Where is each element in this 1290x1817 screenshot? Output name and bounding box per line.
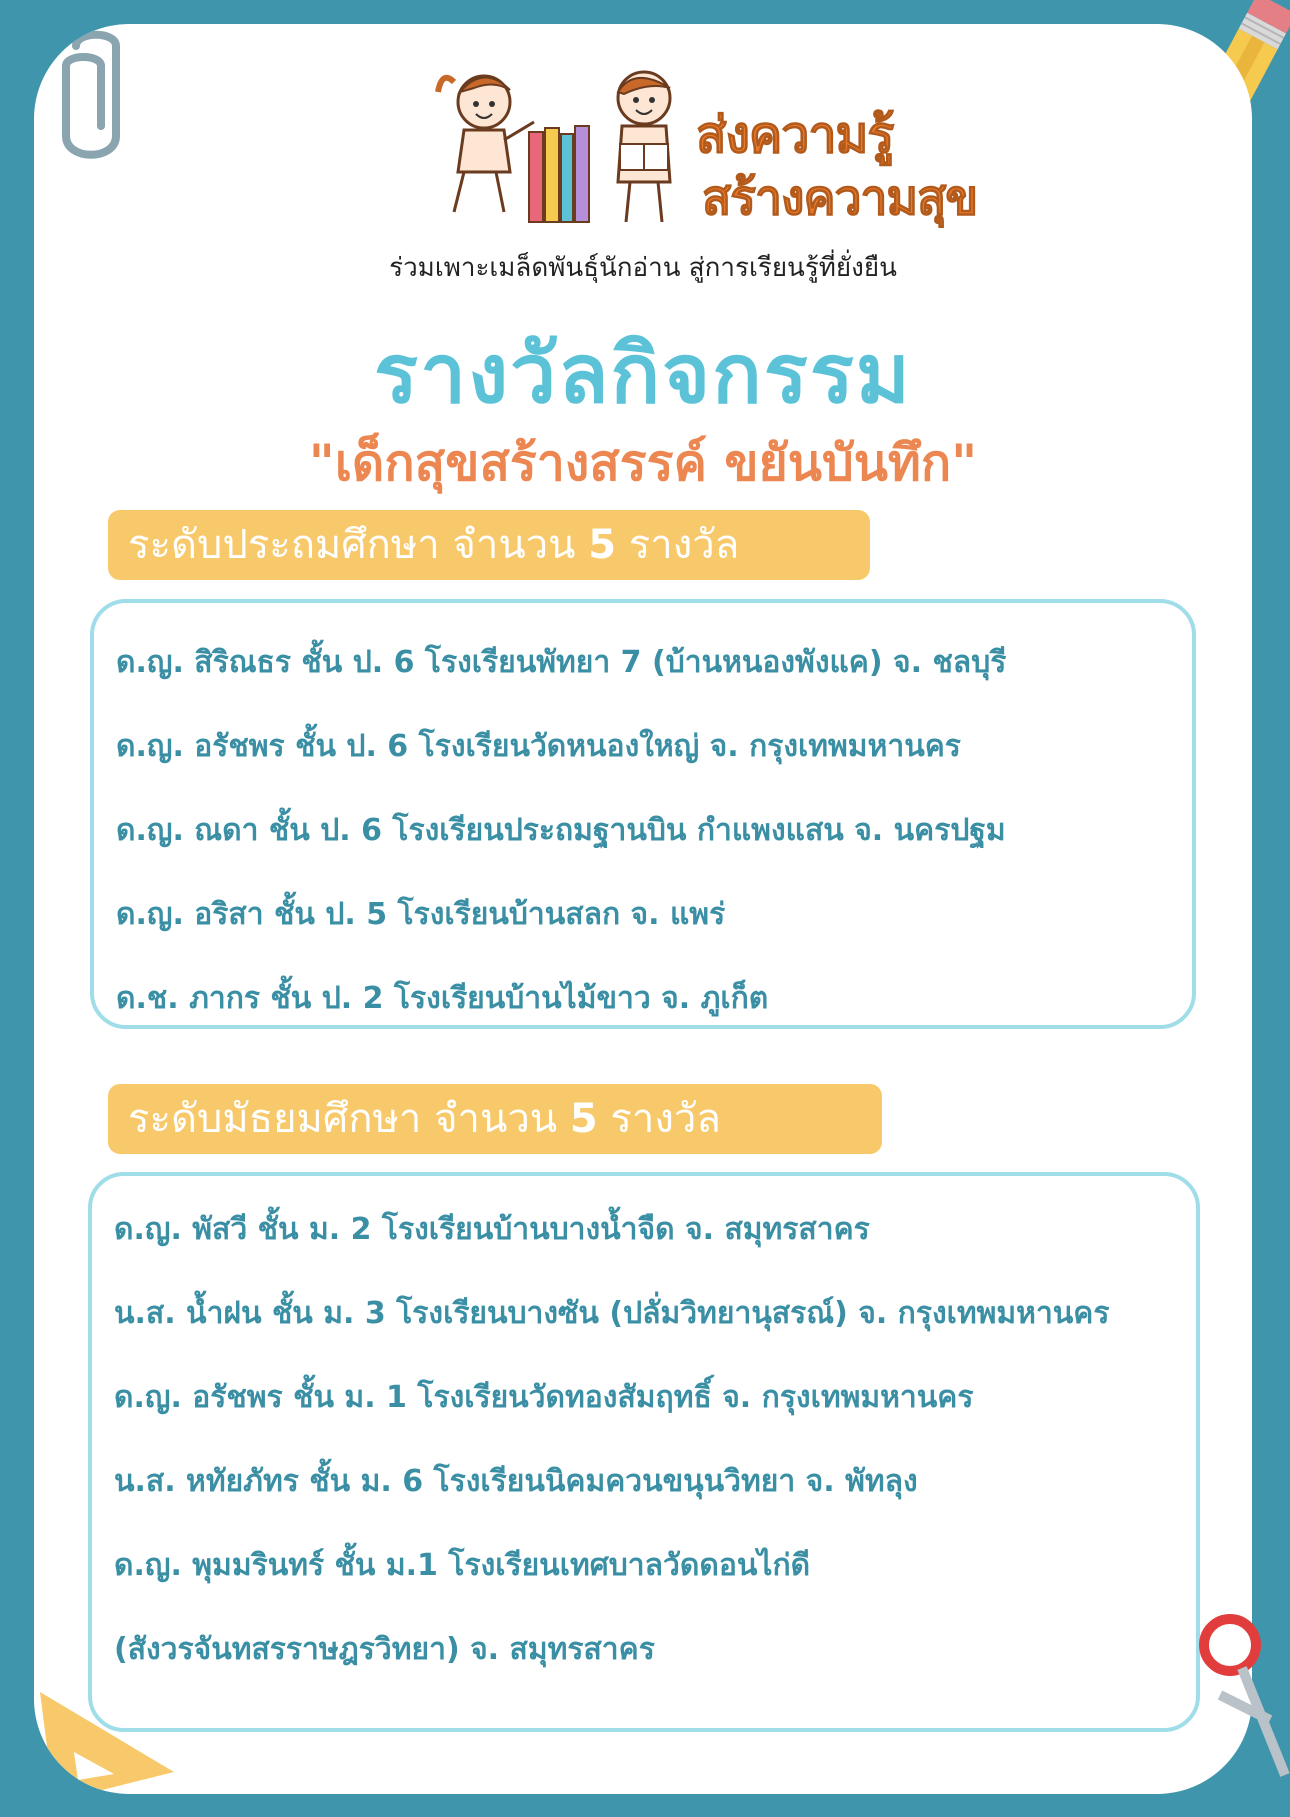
logo-title-line2: สร้างความสุข	[702, 170, 978, 226]
primary-label-count: 5	[588, 522, 617, 568]
secondary-label-count: 5	[569, 1096, 598, 1142]
list-item: น.ส. หทัยภัทร ชั้น ม. 6 โรงเรียนนิคมควนขนุนวิทยา จ. พัทลุง	[114, 1464, 918, 1499]
logo-illustration	[424, 62, 724, 242]
list-item: น.ส. น้ำฝน ชั้น ม. 3 โรงเรียนบางซัน (ปลั่มวิทยานุสรณ์) จ. กรุงเทพมหานคร	[114, 1296, 1110, 1331]
list-item: ด.ญ. พุมมรินทร์ ชั้น ม.1 โรงเรียนเทศบาลวัดดอนไก่ดี	[114, 1548, 811, 1583]
secondary-winners-box	[88, 1172, 1200, 1732]
list-item: ด.ญ. อรัชพร ชั้น ป. 6 โรงเรียนวัดหนองใหญ่ จ. กรุงเทพมหานคร	[116, 729, 961, 764]
list-item: (สังวรจันทสรราษฎรวิทยา) จ. สมุทรสาคร	[114, 1632, 655, 1667]
scissors-icon	[1190, 1600, 1290, 1780]
list-item: ด.ญ. พัสวี ชั้น ม. 2 โรงเรียนบ้านบางน้ำจืด จ. สมุทรสาคร	[114, 1212, 870, 1247]
page-title: รางวัลกิจกรรม	[374, 327, 912, 422]
paperclip-icon	[46, 26, 136, 176]
list-item: ด.ช. ภากร ชั้น ป. 2 โรงเรียนบ้านไม้ขาว จ. ภูเก็ต	[116, 981, 769, 1016]
logo-title-line1: ส่งความรู้	[696, 106, 894, 164]
list-item: ด.ญ. อริสา ชั้น ป. 5 โรงเรียนบ้านสลก จ. แพร่	[116, 897, 726, 932]
secondary-label-suffix: รางวัล	[597, 1096, 721, 1142]
triangle-ruler-icon	[34, 1662, 184, 1794]
page-subtitle: "เด็กสุขสร้างสรรค์ ขยันบันทึก"	[308, 434, 978, 492]
logo-title	[696, 106, 978, 226]
list-item: ด.ญ. อรัชพร ชั้น ม. 1 โรงเรียนวัดทองสัมฤทธิ์ จ. กรุงเทพมหานคร	[114, 1380, 974, 1415]
primary-winners-box	[90, 599, 1196, 1029]
logo-tagline: ร่วมเพาะเมล็ดพันธุ์นักอ่าน สู่การเรียนรู้ที่ยั่งยืน	[389, 253, 897, 283]
poster-card	[34, 24, 1252, 1794]
list-item: ด.ญ. ณดา ชั้น ป. 6 โรงเรียนประถมฐานบิน กำแพงแสน จ. นครปฐม	[116, 813, 1006, 848]
primary-label-suffix: รางวัล	[616, 522, 740, 568]
secondary-section-label	[108, 1084, 882, 1154]
secondary-label-prefix: ระดับมัธยมศึกษา จำนวน	[128, 1096, 570, 1142]
primary-section-label	[108, 510, 870, 580]
primary-label-prefix: ระดับประถมศึกษา จำนวน	[128, 522, 589, 568]
list-item: ด.ญ. สิริณธร ชั้น ป. 6 โรงเรียนพัทยา 7 (บ้านหนองพังแค) จ. ชลบุรี	[116, 645, 1007, 680]
